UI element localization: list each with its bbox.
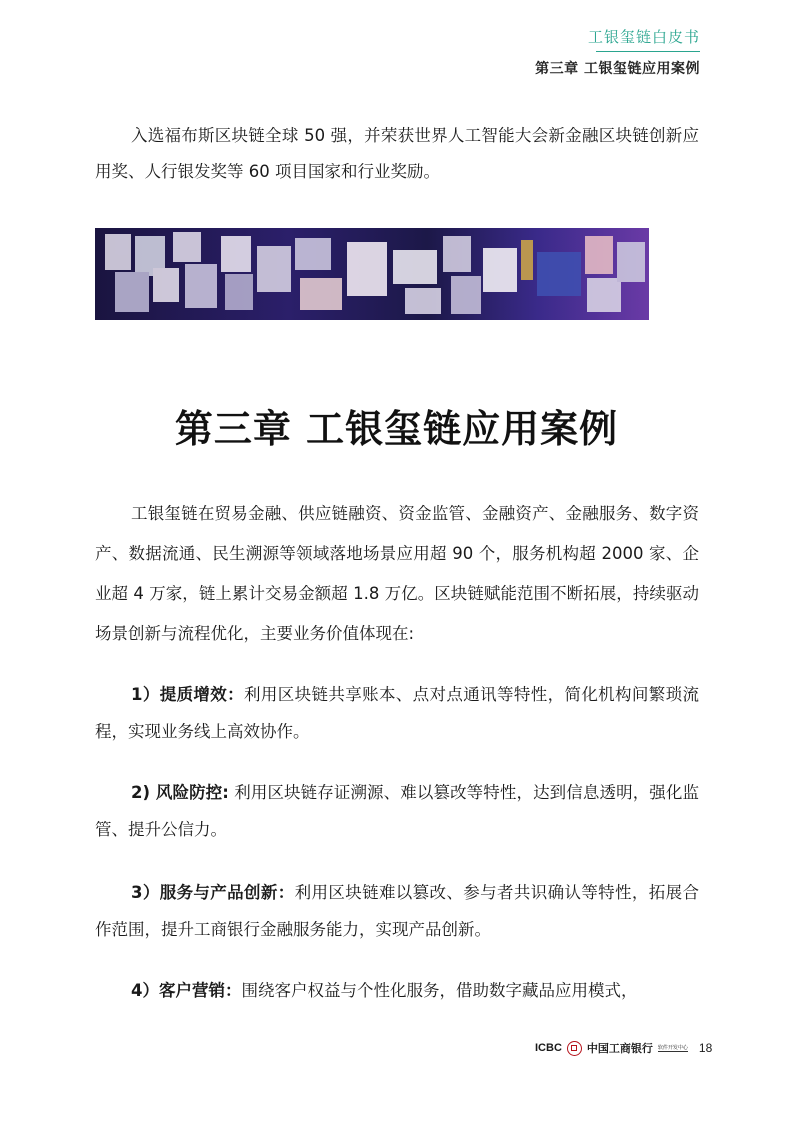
- intro-paragraph: 入选福布斯区块链全球 50 强，并荣获世界人工智能大会新金融区块链创新应用奖、人行银发奖等 60 项目国家和行业奖励。: [95, 126, 699, 181]
- bank-name: 中国工商银行: [586, 1042, 653, 1055]
- value-text: 利用区块链难以篡改、参与者共识确认等特性，拓展合作范围，提升工商银行金融服务能力，实现产品创新。: [95, 883, 699, 939]
- running-header: [535, 26, 700, 78]
- value-text: 围绕客户权益与个性化服务，借助数字藏品应用模式，: [241, 981, 638, 1000]
- page-footer: [535, 1040, 712, 1056]
- award-certificates-image: [95, 228, 649, 320]
- value-item-efficiency: [95, 676, 699, 750]
- value-text: 利用区块链共享账本、点对点通讯等特性，简化机构间繁琐流程，实现业务线上高效协作。: [95, 685, 699, 741]
- certificate-collage: [95, 228, 649, 320]
- chapter-tag: 第三章 工银玺链应用案例: [535, 61, 700, 77]
- value-heading: 1）提质增效：: [131, 685, 245, 704]
- header-rule: [596, 51, 700, 52]
- value-item-marketing: [95, 972, 699, 1009]
- value-heading: 3）服务与产品创新：: [131, 883, 295, 902]
- page-number: 18: [698, 1041, 713, 1055]
- book-title: 工银玺链白皮书: [587, 28, 700, 46]
- summary-paragraph: 工银玺链在贸易金融、供应链融资、资金监管、金融资产、金融服务、数字资产、数据流通、民生溯源等领域落地场景应用超 90 个，服务机构超 2000 家、企业超 4 万家，链上累计交易金额超 1.8 万亿。区块链赋能范围不断拓展，持续驱动场景创新与流程优化，主要业务价值体现在:: [95, 504, 699, 643]
- value-heading: 2) 风险防控:: [131, 783, 229, 802]
- value-text: 利用区块链存证溯源、难以篡改等特性，达到信息透明，强化监管、提升公信力。: [95, 783, 699, 839]
- icbc-logo-icon: [567, 1041, 582, 1056]
- value-heading: 4）客户营销：: [131, 981, 242, 1000]
- department-name: 软件开发中心: [657, 1045, 688, 1051]
- chapter-title: 第三章 工银玺链应用案例: [174, 407, 619, 451]
- value-item-innovation: [95, 874, 699, 948]
- brand-mark: ICBC: [535, 1042, 562, 1054]
- value-item-risk-control: [95, 774, 699, 848]
